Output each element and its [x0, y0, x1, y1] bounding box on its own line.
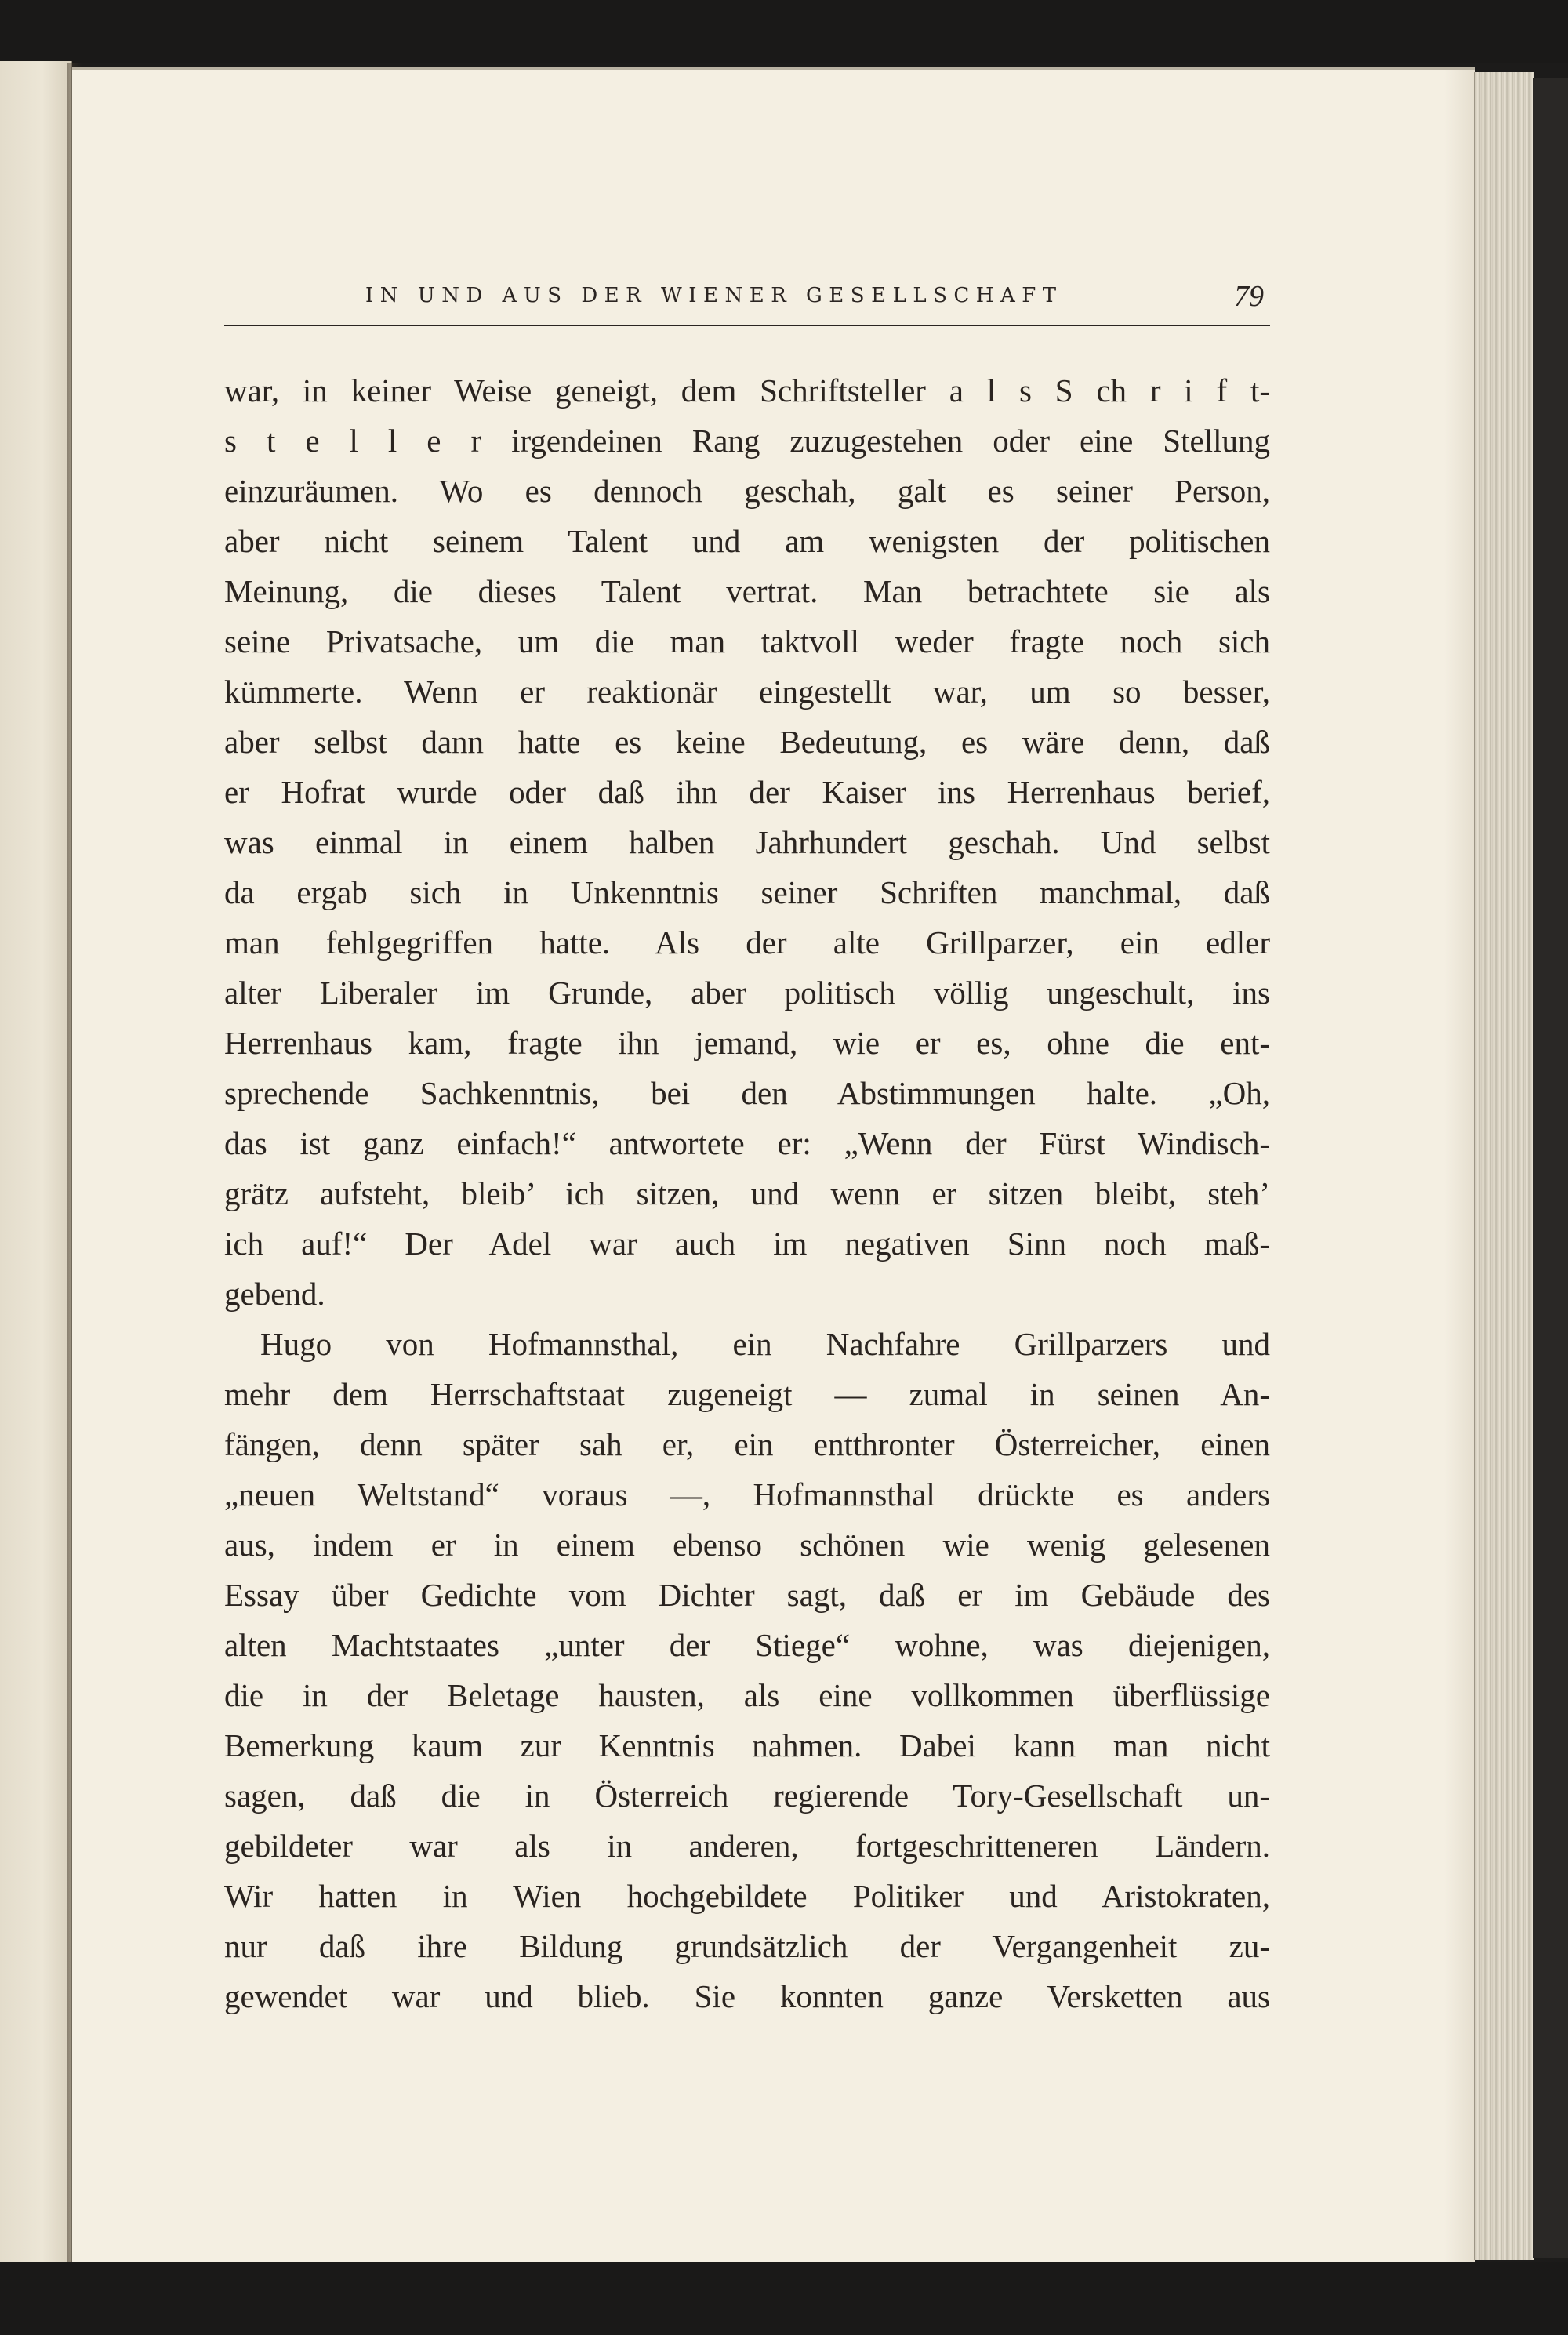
text-line: „neuen Weltstand“ voraus —, Hofmannsthal drückte es anders: [224, 1476, 1270, 1512]
body-text: [224, 365, 1270, 2021]
text-line: fängen, denn später sah er, ein entthronter Österreicher, einen: [224, 1426, 1270, 1462]
text-line: seine Privatsache, um die man taktvoll weder fragte noch sich: [224, 623, 1270, 659]
text-line: gebildeter war als in anderen, fortgeschritteneren Ländern.: [224, 1828, 1270, 1864]
scan-background-top: [0, 0, 1568, 63]
text-line: nur daß ihre Bildung grundsätzlich der Vergangenheit zu-: [224, 1928, 1270, 1964]
text-line: das ist ganz einfach!“ antwortete er: „Wenn der Fürst Windisch-: [224, 1125, 1270, 1161]
text-line: die in der Beletage hausten, als eine vollkommen überflüssige: [224, 1677, 1270, 1713]
text-line: s t e l l e r irgendeinen Rang zuzugestehen oder eine Stellung: [224, 423, 1270, 459]
text-line: aus, indem er in einem ebenso schönen wie wenig gelesenen: [224, 1527, 1270, 1563]
text-line: einzuräumen. Wo es dennoch geschah, galt es seiner Person,: [224, 473, 1270, 509]
text-line: Wir hatten in Wien hochgebildete Politiker und Aristokraten,: [224, 1878, 1270, 1914]
text-line: da ergab sich in Unkenntnis seiner Schriften manchmal, daß: [224, 874, 1270, 910]
text-line: kümmerte. Wenn er reaktionär eingestellt war, um so besser,: [224, 674, 1270, 710]
text-line: sagen, daß die in Österreich regierende Tory-Gesellschaft un-: [224, 1778, 1270, 1814]
running-head-title: IN UND AUS DER WIENER GESELLSCHAFT: [365, 284, 1063, 307]
text-line: Herrenhaus kam, fragte ihn jemand, wie er es, ohne die ent-: [224, 1025, 1270, 1061]
text-line: alten Machtstaates „unter der Stiege“ wohne, was diejenigen,: [224, 1627, 1270, 1663]
text-line: alter Liberaler im Grunde, aber politisch völlig ungeschult, ins: [224, 975, 1270, 1011]
text-line: er Hofrat wurde oder daß ihn der Kaiser ins Herrenhaus berief,: [224, 774, 1270, 810]
text-line: grätz aufsteht, bleib’ ich sitzen, und wenn er sitzen bleibt, steh’: [224, 1175, 1270, 1211]
text-line: ich auf!“ Der Adel war auch im negativen Sinn noch maß-: [224, 1226, 1270, 1262]
facing-page-edge: [0, 61, 72, 2264]
page-stack-edges: [1474, 72, 1534, 2260]
text-line: Bemerkung kaum zur Kenntnis nahmen. Dabei kann man nicht: [224, 1727, 1270, 1763]
paragraph-end-line: gebend.: [224, 1276, 325, 1312]
text-line: Meinung, die dieses Talent vertrat. Man betrachtete sie als: [224, 573, 1270, 609]
text-line: gewendet war und blieb. Sie konnten ganze Versketten aus: [224, 1978, 1270, 2014]
page-number: 79: [1234, 280, 1264, 313]
running-head: [224, 282, 1270, 326]
text-line: Essay über Gedichte vom Dichter sagt, daß er im Gebäude des: [224, 1577, 1270, 1613]
text-line: sprechende Sachkenntnis, bei den Abstimmungen halte. „Oh,: [224, 1075, 1270, 1111]
text-line: mehr dem Herrschaftstaat zugeneigt — zumal in seinen An-: [224, 1376, 1270, 1412]
text-line: war, in keiner Weise geneigt, dem Schriftsteller a l s S ch r i f t-: [224, 372, 1270, 409]
scan-background-right: [1533, 78, 1568, 2258]
text-line: aber nicht seinem Talent und am wenigsten der politischen: [224, 523, 1270, 559]
text-line: was einmal in einem halben Jahrhundert geschah. Und selbst: [224, 824, 1270, 860]
scan-background-bottom: [0, 2262, 1568, 2335]
page-edge-shading: [1444, 70, 1475, 2264]
text-line: man fehlgegriffen hatte. Als der alte Grillparzer, ein edler: [224, 924, 1270, 961]
text-line: aber selbst dann hatte es keine Bedeutung, es wäre denn, daß: [224, 724, 1270, 760]
paragraph-start-line: Hugo von Hofmannsthal, ein Nachfahre Grillparzers und: [260, 1326, 1270, 1362]
